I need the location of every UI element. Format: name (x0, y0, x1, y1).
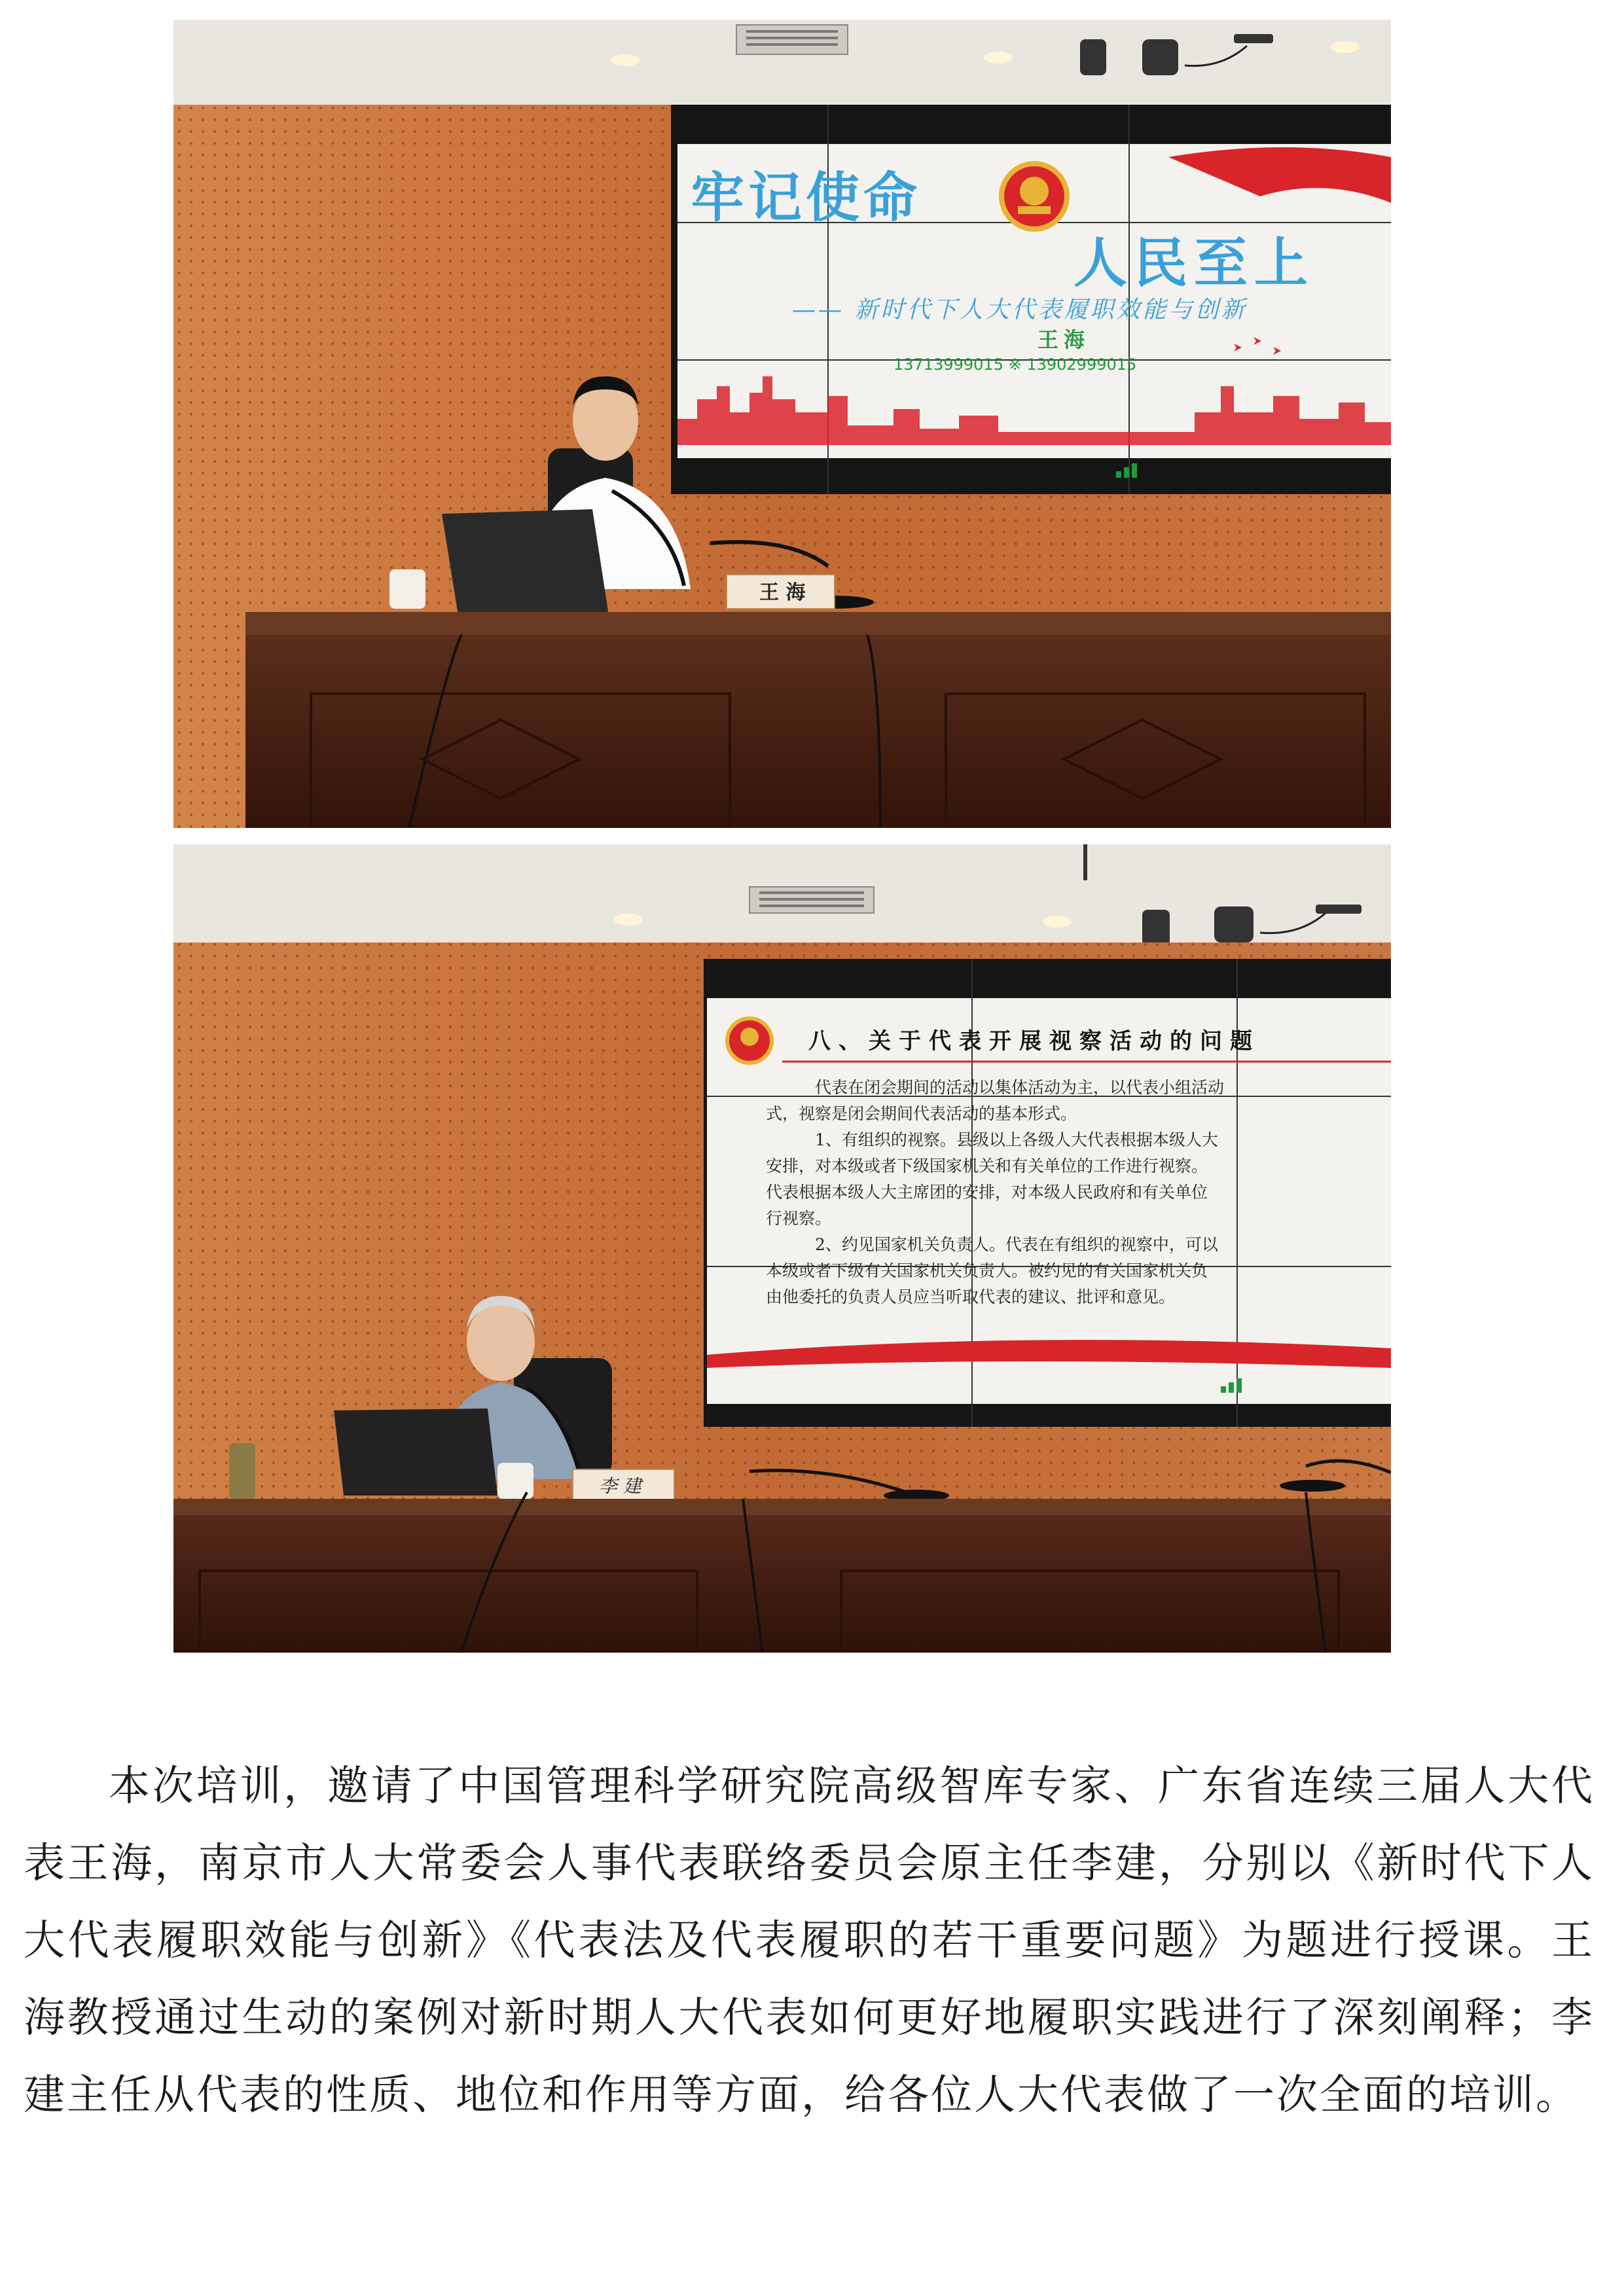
screen2-line-2: 式，视察是闭会期间代表活动的基本形式。 (766, 1104, 1077, 1123)
screen-speaker: 王海 (1038, 327, 1091, 352)
article-body (24, 1748, 1595, 2134)
screen2-line-3: 1、有组织的视察。县级以上各级人大代表根据本级人大 (815, 1130, 1218, 1149)
screen2-line-1: 代表在闭会期间的活动以集体活动为主，以代表小组活动 (815, 1078, 1225, 1097)
screen-subtitle: —— 新时代下人大代表履职效能与创新 (792, 296, 1248, 323)
screen2-line-6: 行视察。 (766, 1209, 832, 1228)
screen2-line-9: 由他委托的负责人员应当听取代表的建议、批评和意见。 (766, 1287, 1176, 1306)
screen2-line-4: 安排，对本级或者下级国家机关和有关单位的工作进行视察。 (766, 1157, 1208, 1175)
screen2-line-7: 2、约见国家机关负责人。代表在有组织的视察中，可以 (815, 1235, 1218, 1254)
screen2-line-8: 本级或者下级有关国家机关负责人。被约见的有关国家机关负 (766, 1261, 1208, 1280)
nameplate-wang-hai: 王 海 (759, 581, 806, 604)
photo-lecture-li-jian (173, 844, 1391, 1653)
screen2-line-5: 代表根据本级人大主席团的安排，对本级人民政府和有关单位 (766, 1183, 1208, 1202)
article-paragraph: 本次培训，邀请了中国管理科学研究院高级智库专家、广东省连续三届人大代表王海，南京市人大常委会人事代表联络委员会原主任李建，分别以《新时代下人大代表履职效能与创新》《代表法及代表履职的若干重要问题》为题进行授课。王海教授通过生动的案例对新时期人大代表如何更好地履职实践进行了深刻阐释；李建主任从代表的性质、地位和作用等方面，给各位人大代表做了一次全面的培训。 (24, 1762, 1595, 2119)
nameplate-li-jian: 李 建 (599, 1475, 641, 1497)
photo-1-scene (173, 20, 1391, 828)
photo-lecture-wang-hai (173, 20, 1391, 828)
screen-title-right: 人民至上 (1074, 232, 1315, 295)
screen-title-left: 牢记使命 (691, 166, 922, 229)
photo-2-scene (173, 844, 1391, 1653)
screen2-heading: 八、关于代表开展视察活动的问题 (808, 1028, 1260, 1054)
screen-phones: 13713999015 ※ 13902999015 (893, 355, 1137, 374)
